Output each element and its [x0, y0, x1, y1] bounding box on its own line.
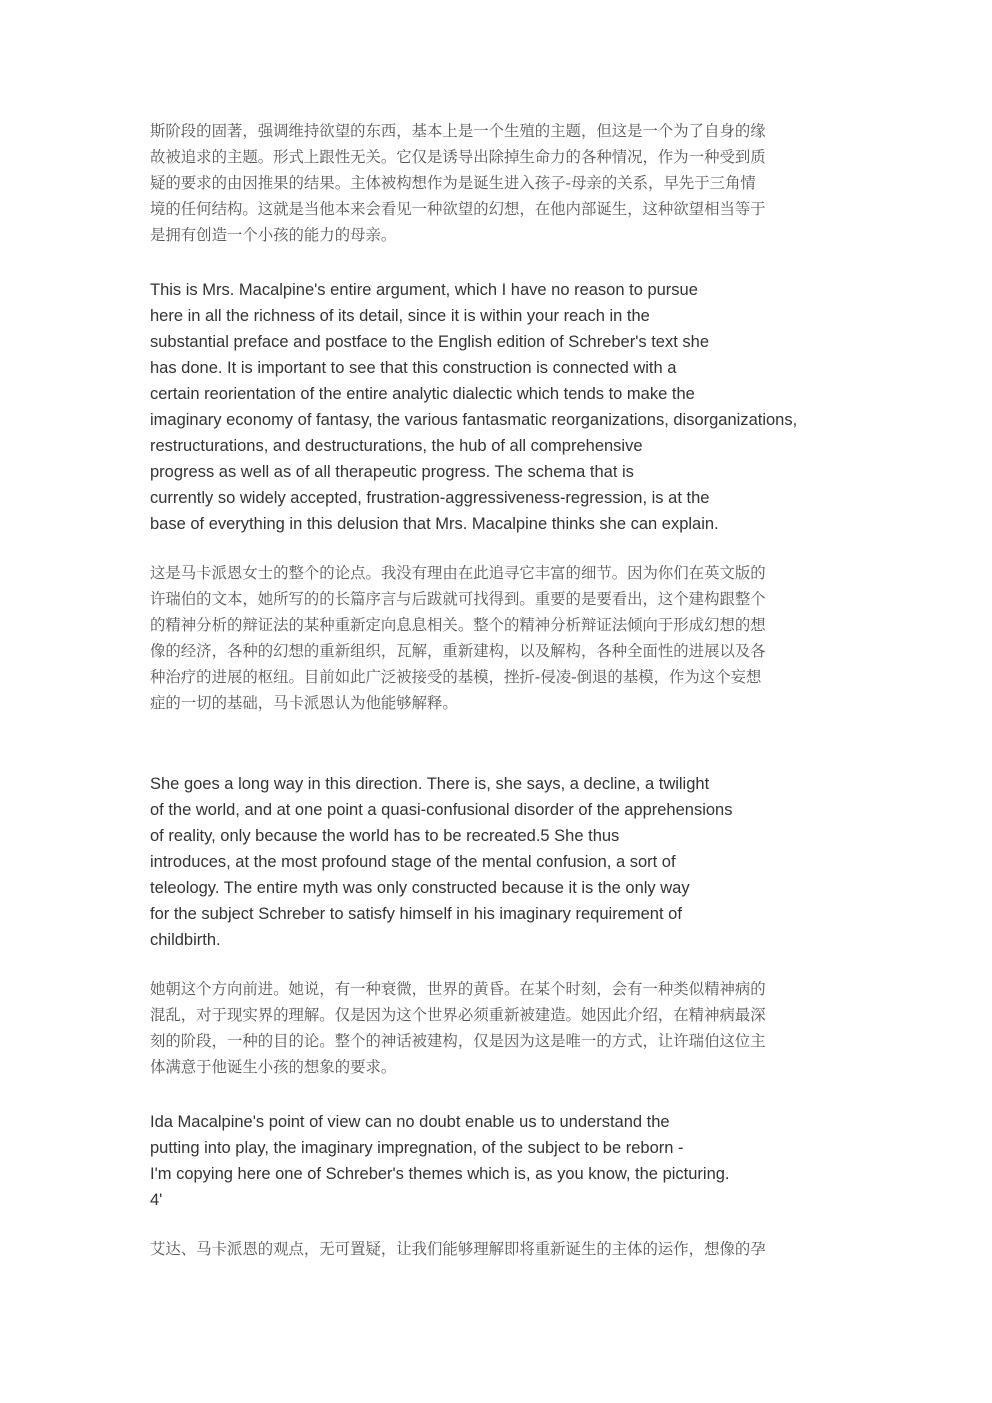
text-line: teleology. The entire myth was only constructed because it is the only way	[150, 879, 690, 897]
paragraph-chinese-3	[150, 976, 844, 1080]
text-line: 这是马卡派恩女士的整个的论点。我没有理由在此追寻它丰富的细节。因为你们在英文版的	[150, 564, 766, 582]
paragraph-chinese-1	[150, 118, 844, 248]
text-line: 故被追求的主题。形式上跟性无关。它仅是诱导出除掉生命力的各种情况，作为一种受到质	[150, 148, 766, 166]
paragraph-english-3	[150, 1109, 850, 1213]
text-line: introduces, at the most profound stage of the mental confusion, a sort of	[150, 853, 676, 871]
text-line: progress as well as of all therapeutic progress. The schema that is	[150, 463, 634, 481]
text-line: This is Mrs. Macalpine's entire argument, which I have no reason to pursue	[150, 281, 698, 299]
text-line: 刻的阶段，一种的目的论。整个的神话被建构，仅是因为这是唯一的方式，让许瑞伯这位主	[150, 1032, 766, 1050]
text-line: 混乱，对于现实界的理解。仅是因为这个世界必须重新被建造。她因此介绍，在精神病最深	[150, 1006, 766, 1024]
text-line: 是拥有创造一个小孩的能力的母亲。	[150, 226, 397, 244]
text-line: substantial preface and postface to the English edition of Schreber's text she	[150, 333, 709, 351]
text-line: of reality, only because the world has to be recreated.5 She thus	[150, 827, 620, 845]
text-line: currently so widely accepted, frustration-aggressiveness-regression, is at the	[150, 489, 710, 507]
text-line: for the subject Schreber to satisfy himself in his imaginary requirement of	[150, 905, 682, 923]
text-line: imaginary economy of fantasy, the various fantasmatic reorganizations, disorganizations,	[150, 411, 798, 429]
text-line: She goes a long way in this direction. There is, she says, a decline, a twilight	[150, 775, 710, 793]
text-line: I'm copying here one of Schreber's themes which is, as you know, the picturing.	[150, 1165, 730, 1183]
paragraph-chinese-2	[150, 560, 844, 716]
text-line: 体满意于他诞生小孩的想象的要求。	[150, 1058, 397, 1076]
text-line: here in all the richness of its detail, since it is within your reach in the	[150, 307, 650, 325]
text-line: 症的一切的基础，马卡派恩认为他能够解释。	[150, 694, 458, 712]
text-line: 她朝这个方向前进。她说，有一种衰微，世界的黄昏。在某个时刻，会有一种类似精神病的	[150, 980, 766, 998]
text-line: Ida Macalpine's point of view can no doubt enable us to understand the	[150, 1113, 670, 1131]
paragraph-english-1	[150, 277, 850, 537]
paragraph-chinese-4	[150, 1236, 844, 1262]
text-line: of the world, and at one point a quasi-confusional disorder of the apprehensions	[150, 801, 733, 819]
text-line: putting into play, the imaginary impregnation, of the subject to be reborn -	[150, 1139, 684, 1157]
text-line: 艾达、马卡派恩的观点，无可置疑，让我们能够理解即将重新诞生的主体的运作，想像的孕	[150, 1240, 766, 1258]
text-line: certain reorientation of the entire analytic dialectic which tends to make the	[150, 385, 695, 403]
text-line: base of everything in this delusion that Mrs. Macalpine thinks she can explain.	[150, 515, 719, 533]
paragraph-english-2	[150, 771, 850, 953]
text-line: 种治疗的进展的枢纽。目前如此广泛被接受的基模，挫折-侵凌-倒退的基模，作为这个妄想	[150, 668, 762, 686]
text-line: 斯阶段的固著，强调维持欲望的东西，基本上是一个生殖的主题，但这是一个为了自身的缘	[150, 122, 766, 140]
text-line: 疑的要求的由因推果的结果。主体被构想作为是诞生进入孩子-母亲的关系，早先于三角情	[150, 174, 756, 192]
text-line: 许瑞伯的文本，她所写的的长篇序言与后跋就可找得到。重要的是要看出，这个建构跟整个	[150, 590, 766, 608]
text-line: 的精神分析的辩证法的某种重新定向息息相关。整个的精神分析辩证法倾向于形成幻想的想	[150, 616, 766, 634]
text-line: has done. It is important to see that this construction is connected with a	[150, 359, 677, 377]
text-line: childbirth.	[150, 931, 221, 949]
text-line: 像的经济，各种的幻想的重新组织，瓦解，重新建构，以及解构，各种全面性的进展以及各	[150, 642, 766, 660]
text-line: 境的任何结构。这就是当他本来会看见一种欲望的幻想，在他内部诞生，这种欲望相当等于	[150, 200, 766, 218]
text-line: 4'	[150, 1191, 163, 1209]
text-line: restructurations, and destructurations, the hub of all comprehensive	[150, 437, 643, 455]
